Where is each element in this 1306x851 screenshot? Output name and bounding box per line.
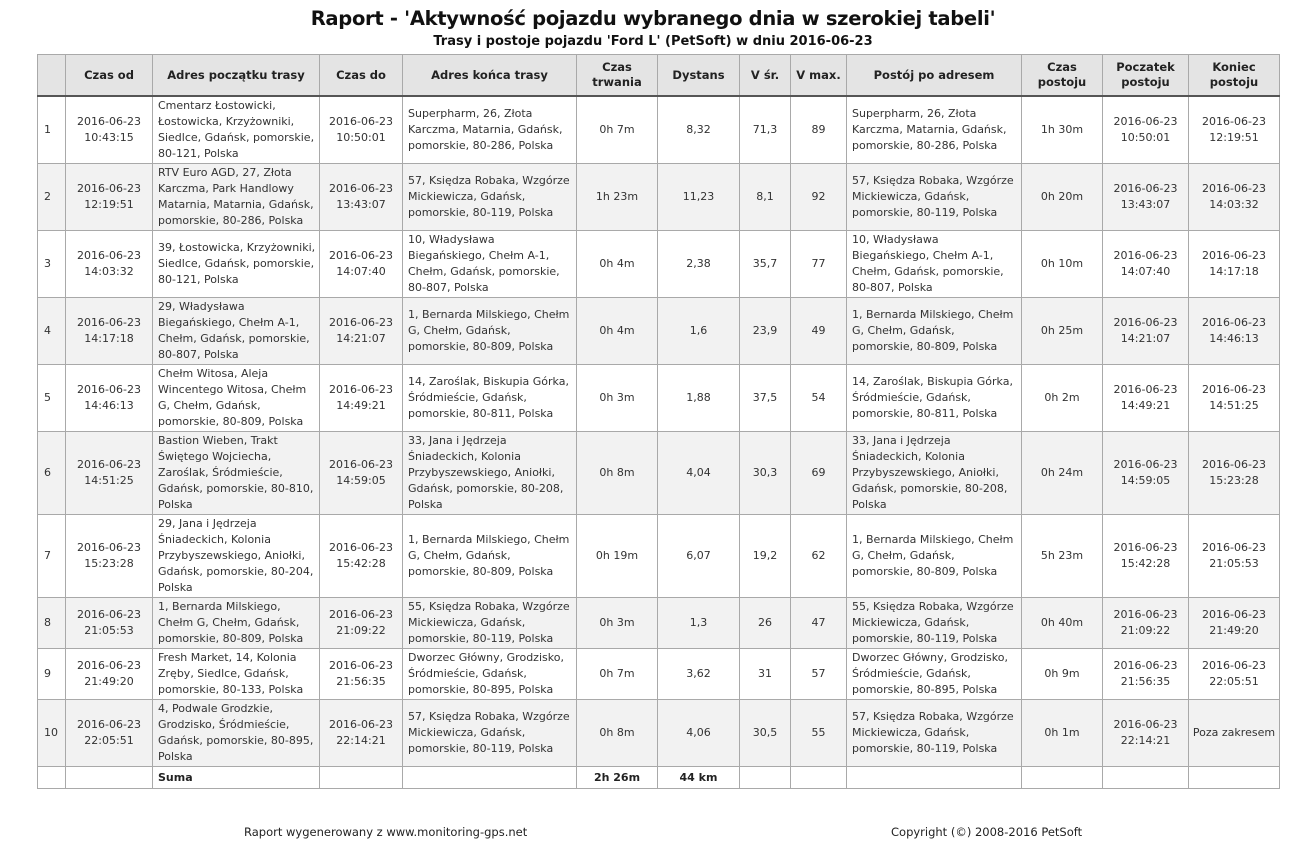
cell-time-from: 2016-06-23 21:49:20	[66, 649, 153, 700]
cell-stop-start: 2016-06-23 14:49:21	[1103, 365, 1189, 432]
cell-stop-start: 2016-06-23 15:42:28	[1103, 515, 1189, 598]
cell-avg-speed: 8,1	[740, 164, 791, 231]
cell-start-address: 39, Łostowicka, Krzyżowniki, Siedlce, Gdańsk, pomorskie, 80-121, Polska	[153, 231, 320, 298]
cell-row-number: 6	[38, 432, 66, 515]
col-header-lp	[38, 55, 66, 97]
cell-stop-duration: 1h 30m	[1022, 96, 1103, 164]
summary-distance: 44 km	[658, 767, 740, 789]
cell-stop-address: 1, Bernarda Milskiego, Chełm G, Chełm, Gdańsk, pomorskie, 80-809, Polska	[847, 515, 1022, 598]
cell-end-address: 1, Bernarda Milskiego, Chełm G, Chełm, Gdańsk, pomorskie, 80-809, Polska	[403, 515, 577, 598]
cell-avg-speed: 23,9	[740, 298, 791, 365]
cell-stop-duration: 0h 25m	[1022, 298, 1103, 365]
cell-time-from: 2016-06-23 12:19:51	[66, 164, 153, 231]
cell-distance: 4,04	[658, 432, 740, 515]
cell-distance: 1,88	[658, 365, 740, 432]
cell-stop-duration: 5h 23m	[1022, 515, 1103, 598]
table-row	[38, 432, 1280, 515]
cell-stop-address: 57, Księdza Robaka, Wzgórze Mickiewicza, Gdańsk, pomorskie, 80-119, Polska	[847, 164, 1022, 231]
cell-distance: 2,38	[658, 231, 740, 298]
cell-end-address: Dworzec Główny, Grodzisko, Śródmieście, Gdańsk, pomorskie, 80-895, Polska	[403, 649, 577, 700]
summary-row	[38, 767, 1280, 789]
cell-time-from: 2016-06-23 14:46:13	[66, 365, 153, 432]
col-header-max-speed: V max.	[791, 55, 847, 97]
cell-stop-duration: 0h 24m	[1022, 432, 1103, 515]
cell-time-to: 2016-06-23 13:43:07	[320, 164, 403, 231]
cell-start-address: 4, Podwale Grodzkie, Grodzisko, Śródmieście, Gdańsk, pomorskie, 80-895, Polska	[153, 700, 320, 767]
report-subtitle: Trasy i postoje pojazdu 'Ford L' (PetSoft) w dniu 2016-06-23	[433, 34, 873, 49]
cell-stop-start: 2016-06-23 21:56:35	[1103, 649, 1189, 700]
cell-avg-speed: 30,5	[740, 700, 791, 767]
cell-max-speed: 49	[791, 298, 847, 365]
table-row	[38, 700, 1280, 767]
cell-distance: 8,32	[658, 96, 740, 164]
cell-end-address: 33, Jana i Jędrzeja Śniadeckich, Kolonia Przybyszewskiego, Aniołki, Gdańsk, pomorskie, 80-208, Polska	[403, 432, 577, 515]
table-row	[38, 298, 1280, 365]
cell-duration: 1h 23m	[577, 164, 658, 231]
cell-distance: 4,06	[658, 700, 740, 767]
cell-stop-address: 57, Księdza Robaka, Wzgórze Mickiewicza, Gdańsk, pomorskie, 80-119, Polska	[847, 700, 1022, 767]
cell-avg-speed: 37,5	[740, 365, 791, 432]
col-header-stop-address: Postój po adresem	[847, 55, 1022, 97]
cell-end-address: Superpharm, 26, Złota Karczma, Matarnia, Gdańsk, pomorskie, 80-286, Polska	[403, 96, 577, 164]
cell-stop-duration: 0h 10m	[1022, 231, 1103, 298]
cell-stop-end: 2016-06-23 21:05:53	[1189, 515, 1280, 598]
cell-stop-start: 2016-06-23 14:07:40	[1103, 231, 1189, 298]
summary-cell-empty	[740, 767, 791, 789]
cell-stop-duration: 0h 40m	[1022, 598, 1103, 649]
cell-row-number: 8	[38, 598, 66, 649]
cell-row-number: 7	[38, 515, 66, 598]
cell-max-speed: 92	[791, 164, 847, 231]
cell-row-number: 2	[38, 164, 66, 231]
cell-stop-address: Dworzec Główny, Grodzisko, Śródmieście, Gdańsk, pomorskie, 80-895, Polska	[847, 649, 1022, 700]
cell-end-address: 57, Księdza Robaka, Wzgórze Mickiewicza, Gdańsk, pomorskie, 80-119, Polska	[403, 164, 577, 231]
report-title: Raport - 'Aktywność pojazdu wybranego dnia w szerokiej tabeli'	[310, 7, 996, 30]
table-row	[38, 164, 1280, 231]
cell-duration: 0h 7m	[577, 96, 658, 164]
cell-max-speed: 54	[791, 365, 847, 432]
table-row	[38, 365, 1280, 432]
table-row	[38, 598, 1280, 649]
cell-time-from: 2016-06-23 21:05:53	[66, 598, 153, 649]
cell-stop-start: 2016-06-23 13:43:07	[1103, 164, 1189, 231]
cell-avg-speed: 19,2	[740, 515, 791, 598]
cell-time-to: 2016-06-23 22:14:21	[320, 700, 403, 767]
cell-time-to: 2016-06-23 10:50:01	[320, 96, 403, 164]
cell-start-address: Fresh Market, 14, Kolonia Zręby, Siedlce, Gdańsk, pomorskie, 80-133, Polska	[153, 649, 320, 700]
cell-row-number: 4	[38, 298, 66, 365]
cell-time-from: 2016-06-23 14:03:32	[66, 231, 153, 298]
cell-stop-end: 2016-06-23 14:17:18	[1189, 231, 1280, 298]
cell-stop-start: 2016-06-23 21:09:22	[1103, 598, 1189, 649]
cell-max-speed: 69	[791, 432, 847, 515]
col-header-start-address: Adres początku trasy	[153, 55, 320, 97]
table-row	[38, 649, 1280, 700]
cell-max-speed: 47	[791, 598, 847, 649]
cell-max-speed: 62	[791, 515, 847, 598]
summary-cell-empty	[403, 767, 577, 789]
footer-copyright: Copyright (©) 2008-2016 PetSoft	[891, 825, 1083, 839]
cell-stop-end: 2016-06-23 12:19:51	[1189, 96, 1280, 164]
summary-cell-empty	[847, 767, 1022, 789]
cell-start-address: Cmentarz Łostowicki, Łostowicka, Krzyżowniki, Siedlce, Gdańsk, pomorskie, 80-121, Polska	[153, 96, 320, 164]
cell-start-address: Chełm Witosa, Aleja Wincentego Witosa, Chełm G, Chełm, Gdańsk, pomorskie, 80-809, Polska	[153, 365, 320, 432]
cell-duration: 0h 19m	[577, 515, 658, 598]
summary-cell-empty	[1103, 767, 1189, 789]
cell-stop-duration: 0h 20m	[1022, 164, 1103, 231]
cell-duration: 0h 3m	[577, 365, 658, 432]
summary-cell-empty	[38, 767, 66, 789]
cell-end-address: 10, Władysława Biegańskiego, Chełm A-1, Chełm, Gdańsk, pomorskie, 80-807, Polska	[403, 231, 577, 298]
cell-start-address: 29, Władysława Biegańskiego, Chełm A-1, Chełm, Gdańsk, pomorskie, 80-807, Polska	[153, 298, 320, 365]
cell-duration: 0h 7m	[577, 649, 658, 700]
cell-end-address: 14, Zaroślak, Biskupia Górka, Śródmieście, Gdańsk, pomorskie, 80-811, Polska	[403, 365, 577, 432]
cell-avg-speed: 71,3	[740, 96, 791, 164]
cell-stop-end: 2016-06-23 21:49:20	[1189, 598, 1280, 649]
col-header-stop-end: Koniec postoju	[1189, 55, 1280, 97]
cell-avg-speed: 35,7	[740, 231, 791, 298]
cell-max-speed: 77	[791, 231, 847, 298]
cell-time-from: 2016-06-23 14:17:18	[66, 298, 153, 365]
cell-stop-address: Superpharm, 26, Złota Karczma, Matarnia, Gdańsk, pomorskie, 80-286, Polska	[847, 96, 1022, 164]
cell-time-to: 2016-06-23 14:59:05	[320, 432, 403, 515]
cell-end-address: 57, Księdza Robaka, Wzgórze Mickiewicza, Gdańsk, pomorskie, 80-119, Polska	[403, 700, 577, 767]
table-row	[38, 231, 1280, 298]
cell-duration: 0h 3m	[577, 598, 658, 649]
cell-duration: 0h 4m	[577, 298, 658, 365]
cell-row-number: 1	[38, 96, 66, 164]
cell-time-from: 2016-06-23 22:05:51	[66, 700, 153, 767]
cell-duration: 0h 4m	[577, 231, 658, 298]
cell-time-from: 2016-06-23 15:23:28	[66, 515, 153, 598]
cell-distance: 1,6	[658, 298, 740, 365]
col-header-time-to: Czas do	[320, 55, 403, 97]
cell-stop-start: 2016-06-23 14:59:05	[1103, 432, 1189, 515]
cell-start-address: 1, Bernarda Milskiego, Chełm G, Chełm, Gdańsk, pomorskie, 80-809, Polska	[153, 598, 320, 649]
table-row	[38, 515, 1280, 598]
summary-cell-empty	[320, 767, 403, 789]
cell-distance: 11,23	[658, 164, 740, 231]
cell-time-to: 2016-06-23 15:42:28	[320, 515, 403, 598]
cell-avg-speed: 31	[740, 649, 791, 700]
col-header-stop-start: Poczatek postoju	[1103, 55, 1189, 97]
cell-time-to: 2016-06-23 14:21:07	[320, 298, 403, 365]
cell-stop-address: 55, Księdza Robaka, Wzgórze Mickiewicza, Gdańsk, pomorskie, 80-119, Polska	[847, 598, 1022, 649]
summary-cell-empty	[791, 767, 847, 789]
cell-row-number: 9	[38, 649, 66, 700]
cell-stop-address: 1, Bernarda Milskiego, Chełm G, Chełm, Gdańsk, pomorskie, 80-809, Polska	[847, 298, 1022, 365]
cell-stop-end: 2016-06-23 22:05:51	[1189, 649, 1280, 700]
col-header-duration: Czas trwania	[577, 55, 658, 97]
cell-max-speed: 55	[791, 700, 847, 767]
cell-row-number: 5	[38, 365, 66, 432]
cell-stop-end: 2016-06-23 15:23:28	[1189, 432, 1280, 515]
cell-time-to: 2016-06-23 21:56:35	[320, 649, 403, 700]
table-header-row	[38, 55, 1280, 97]
cell-stop-duration: 0h 2m	[1022, 365, 1103, 432]
cell-avg-speed: 30,3	[740, 432, 791, 515]
cell-distance: 3,62	[658, 649, 740, 700]
summary-duration: 2h 26m	[577, 767, 658, 789]
cell-time-to: 2016-06-23 14:07:40	[320, 231, 403, 298]
cell-max-speed: 57	[791, 649, 847, 700]
col-header-time-from: Czas od	[66, 55, 153, 97]
summary-cell-empty	[66, 767, 153, 789]
cell-start-address: 29, Jana i Jędrzeja Śniadeckich, Kolonia Przybyszewskiego, Aniołki, Gdańsk, pomorskie, 80-204, Polska	[153, 515, 320, 598]
cell-stop-duration: 0h 9m	[1022, 649, 1103, 700]
cell-distance: 6,07	[658, 515, 740, 598]
activity-table	[37, 54, 1280, 789]
col-header-end-address: Adres końca trasy	[403, 55, 577, 97]
cell-stop-address: 14, Zaroślak, Biskupia Górka, Śródmieście, Gdańsk, pomorskie, 80-811, Polska	[847, 365, 1022, 432]
table-row	[38, 96, 1280, 164]
cell-end-address: 1, Bernarda Milskiego, Chełm G, Chełm, Gdańsk, pomorskie, 80-809, Polska	[403, 298, 577, 365]
cell-stop-end: Poza zakresem	[1189, 700, 1280, 767]
cell-stop-start: 2016-06-23 14:21:07	[1103, 298, 1189, 365]
cell-time-from: 2016-06-23 14:51:25	[66, 432, 153, 515]
cell-end-address: 55, Księdza Robaka, Wzgórze Mickiewicza, Gdańsk, pomorskie, 80-119, Polska	[403, 598, 577, 649]
col-header-distance: Dystans	[658, 55, 740, 97]
cell-max-speed: 89	[791, 96, 847, 164]
summary-label: Suma	[153, 767, 320, 789]
col-header-avg-speed: V śr.	[740, 55, 791, 97]
cell-stop-address: 10, Władysława Biegańskiego, Chełm A-1, Chełm, Gdańsk, pomorskie, 80-807, Polska	[847, 231, 1022, 298]
cell-stop-end: 2016-06-23 14:46:13	[1189, 298, 1280, 365]
summary-cell-empty	[1189, 767, 1280, 789]
cell-stop-start: 2016-06-23 22:14:21	[1103, 700, 1189, 767]
cell-stop-end: 2016-06-23 14:03:32	[1189, 164, 1280, 231]
cell-start-address: Bastion Wieben, Trakt Świętego Wojciecha, Zaroślak, Śródmieście, Gdańsk, pomorskie, 80-810, Polska	[153, 432, 320, 515]
cell-stop-end: 2016-06-23 14:51:25	[1189, 365, 1280, 432]
cell-row-number: 3	[38, 231, 66, 298]
cell-distance: 1,3	[658, 598, 740, 649]
cell-duration: 0h 8m	[577, 432, 658, 515]
cell-start-address: RTV Euro AGD, 27, Złota Karczma, Park Handlowy Matarnia, Matarnia, Gdańsk, pomorskie, 80-286, Polska	[153, 164, 320, 231]
cell-avg-speed: 26	[740, 598, 791, 649]
cell-stop-address: 33, Jana i Jędrzeja Śniadeckich, Kolonia Przybyszewskiego, Aniołki, Gdańsk, pomorskie, 80-208, Polska	[847, 432, 1022, 515]
cell-time-to: 2016-06-23 21:09:22	[320, 598, 403, 649]
cell-time-from: 2016-06-23 10:43:15	[66, 96, 153, 164]
cell-time-to: 2016-06-23 14:49:21	[320, 365, 403, 432]
cell-stop-start: 2016-06-23 10:50:01	[1103, 96, 1189, 164]
footer-generated-by: Raport wygenerowany z www.monitoring-gps.net	[244, 825, 528, 839]
cell-stop-duration: 0h 1m	[1022, 700, 1103, 767]
cell-duration: 0h 8m	[577, 700, 658, 767]
cell-row-number: 10	[38, 700, 66, 767]
col-header-stop-duration: Czas postoju	[1022, 55, 1103, 97]
summary-cell-empty	[1022, 767, 1103, 789]
